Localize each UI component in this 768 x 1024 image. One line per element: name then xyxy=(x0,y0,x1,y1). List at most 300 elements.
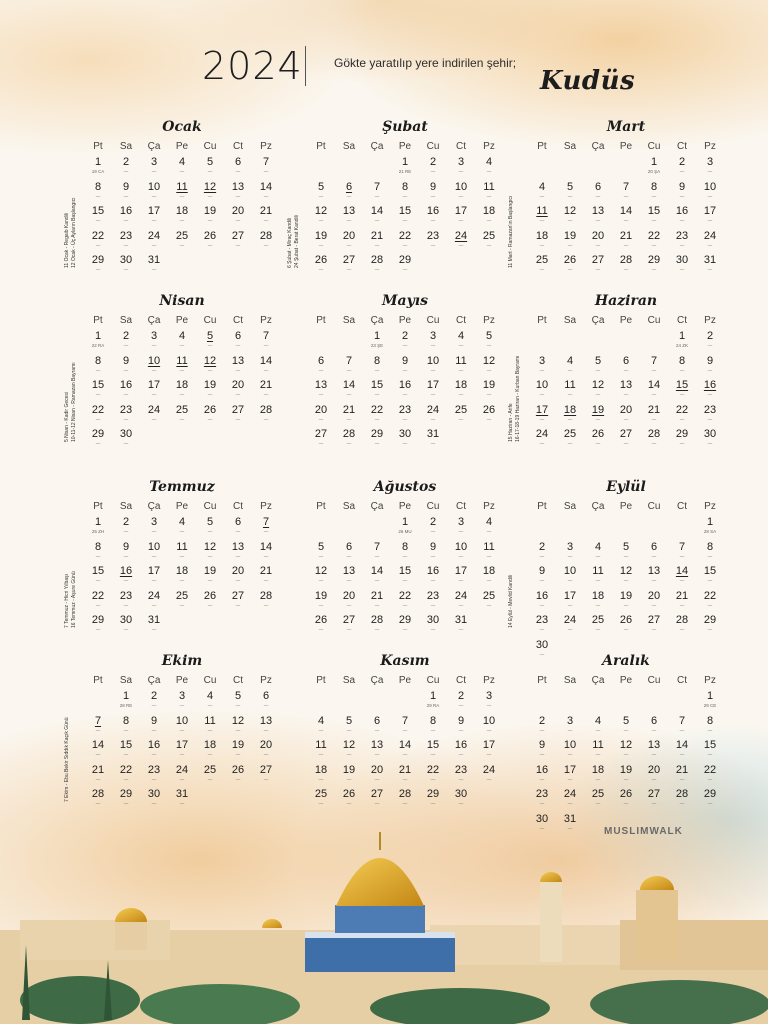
hijri-date: — xyxy=(679,752,685,757)
day-cell xyxy=(363,254,391,279)
hijri-date: — xyxy=(346,416,352,422)
day-number: 16 xyxy=(426,565,440,577)
month-title: Aralık xyxy=(602,653,650,669)
day-cell xyxy=(612,230,640,255)
weekday-header: Pz xyxy=(260,501,272,512)
day-cell xyxy=(112,379,140,404)
hijri-date: — xyxy=(179,169,185,174)
day-number: 12 xyxy=(563,205,577,217)
day-number: 2 xyxy=(150,690,158,702)
day-number: 24 xyxy=(426,403,440,416)
day-number: 9 xyxy=(122,540,130,553)
weekday-header: Ct xyxy=(233,141,243,152)
day-cell xyxy=(475,590,503,615)
day-cell xyxy=(556,739,584,764)
day-cell xyxy=(556,230,584,255)
day-number: 15 xyxy=(91,205,105,217)
day-number: 8 xyxy=(373,354,381,367)
hijri-date: — xyxy=(95,218,101,223)
day-cell xyxy=(696,181,724,206)
hijri-date: — xyxy=(430,242,436,248)
hijri-date: — xyxy=(374,441,380,446)
weekday-header: Pt xyxy=(316,675,326,686)
hijri-date: — xyxy=(679,218,685,223)
hijri-date: — xyxy=(430,343,436,348)
day-number: 30 xyxy=(119,254,133,266)
day-number: 2 xyxy=(401,330,409,342)
day-cell xyxy=(335,404,363,429)
day-number: 22 xyxy=(647,229,661,242)
hijri-date: — xyxy=(179,801,185,806)
day-cell xyxy=(612,590,640,615)
month-title: Haziran xyxy=(594,293,658,309)
day-number: 10 xyxy=(147,540,161,553)
day-number: 27 xyxy=(231,403,245,416)
weekday-header: Sa xyxy=(119,675,133,686)
hijri-date: — xyxy=(458,367,464,373)
holiday-note: 14 Eylül - Mevlid Kandili xyxy=(508,574,514,628)
day-cell xyxy=(140,690,168,715)
hijri-date: — xyxy=(263,776,269,782)
day-number: 26 xyxy=(342,788,356,800)
day-number: 1 xyxy=(650,156,658,168)
day-cell xyxy=(140,541,168,566)
hijri-date: — xyxy=(95,553,101,559)
day-number: 5 xyxy=(317,180,325,193)
day-number: 4 xyxy=(485,516,493,528)
empty-cell xyxy=(556,156,584,181)
day-cell xyxy=(668,541,696,566)
weekday-header: Cu xyxy=(647,315,661,326)
day-number: 18 xyxy=(203,739,217,751)
day-cell xyxy=(224,156,252,181)
day-number: 29 xyxy=(398,254,412,266)
day-cell xyxy=(140,404,168,429)
empty-cell xyxy=(668,516,696,541)
weekday-header: Cu xyxy=(426,501,440,512)
hijri-date: — xyxy=(263,703,269,708)
hijri-date: 28 SA xyxy=(703,529,717,534)
day-number: 26 xyxy=(619,788,633,800)
holiday-note: 16 Temmuz - Aşure Günü xyxy=(71,571,77,628)
day-number: 30 xyxy=(119,614,133,626)
day-number: 29 xyxy=(370,428,384,440)
day-grid xyxy=(528,500,724,663)
hijri-date: — xyxy=(707,416,713,422)
day-number: 23 xyxy=(426,229,440,242)
day-cell xyxy=(363,715,391,740)
day-number: 1 xyxy=(401,156,409,168)
hijri-date: — xyxy=(95,752,101,757)
day-number: 17 xyxy=(454,205,468,217)
day-number: 13 xyxy=(231,354,245,367)
day-cell xyxy=(528,541,556,566)
hijri-date: — xyxy=(346,367,352,373)
day-number: 18 xyxy=(175,379,189,391)
empty-cell xyxy=(391,690,419,715)
day-number: 10 xyxy=(454,180,468,193)
day-cell xyxy=(196,590,224,615)
day-number: 27 xyxy=(370,788,384,800)
hijri-date: — xyxy=(402,602,408,608)
day-cell xyxy=(168,181,196,206)
day-number: 13 xyxy=(231,540,245,553)
day-cell xyxy=(447,379,475,404)
day-cell xyxy=(419,379,447,404)
day-cell xyxy=(307,379,335,404)
day-number: 20 xyxy=(259,739,273,751)
hijri-date: — xyxy=(151,529,157,534)
empty-cell xyxy=(556,330,584,355)
hijri-date: — xyxy=(430,602,436,608)
weekday-header: Cu xyxy=(647,501,661,512)
day-cell xyxy=(307,565,335,590)
day-number: 26 xyxy=(482,403,496,416)
weekday-header: Sa xyxy=(563,675,577,686)
day-number: 13 xyxy=(619,379,633,391)
day-number: 31 xyxy=(147,614,161,626)
day-number: 18 xyxy=(591,763,605,776)
day-cell xyxy=(584,428,612,453)
hijri-date: — xyxy=(235,343,241,348)
day-number: 27 xyxy=(231,589,245,602)
day-number: 5 xyxy=(622,540,630,553)
day-cell xyxy=(224,690,252,715)
day-cell xyxy=(447,330,475,355)
day-number: 25 xyxy=(482,229,496,242)
day-cell xyxy=(584,715,612,740)
day-number: 23 xyxy=(119,229,133,242)
empty-cell xyxy=(363,516,391,541)
day-number: 16 xyxy=(119,205,133,217)
hijri-date: — xyxy=(707,367,713,373)
day-number: 11 xyxy=(176,180,188,193)
day-number: 9 xyxy=(150,714,158,727)
day-cell xyxy=(668,739,696,764)
weekday-header: Ça xyxy=(370,501,384,512)
day-number: 24 xyxy=(454,229,468,242)
day-cell xyxy=(475,516,503,541)
hijri-date: — xyxy=(595,553,601,559)
hijri-date: — xyxy=(318,727,324,733)
day-number: 28 xyxy=(619,254,633,266)
day-cell xyxy=(84,205,112,230)
day-number: 20 xyxy=(314,403,328,416)
weekday-header: Pt xyxy=(537,141,547,152)
day-number: 29 xyxy=(398,614,412,626)
day-cell xyxy=(307,404,335,429)
day-cell xyxy=(363,181,391,206)
day-number: 28 xyxy=(259,229,273,242)
hijri-date: — xyxy=(539,392,545,397)
hijri-date: 25 ZH xyxy=(91,529,105,534)
day-cell xyxy=(556,379,584,404)
hijri-date: — xyxy=(623,727,629,733)
day-cell xyxy=(224,181,252,206)
weekday-header: Pe xyxy=(398,675,412,686)
day-number: 14 xyxy=(342,379,356,391)
day-number: 9 xyxy=(538,739,546,751)
hijri-date: — xyxy=(651,367,657,373)
day-cell xyxy=(419,565,447,590)
day-number: 7 xyxy=(678,714,686,727)
hijri-date: — xyxy=(651,776,657,782)
day-number: 21 xyxy=(675,589,689,602)
day-cell xyxy=(391,355,419,380)
day-number: 2 xyxy=(122,156,130,168)
day-number: 25 xyxy=(591,788,605,800)
weekday-header: Ça xyxy=(147,315,161,326)
small-dome xyxy=(262,919,282,928)
hijri-date: — xyxy=(402,218,408,223)
hijri-date: — xyxy=(235,218,241,223)
day-cell xyxy=(84,715,112,740)
day-number: 17 xyxy=(147,565,161,577)
day-cell xyxy=(196,181,224,206)
holiday-note: 7 Ekim - Ebu Bekir Sıddık Kaçık Günü xyxy=(64,717,70,802)
day-number: 12 xyxy=(619,739,633,751)
hijri-date: — xyxy=(95,242,101,248)
day-cell xyxy=(84,614,112,639)
hijri-date: — xyxy=(123,441,129,446)
small-dome xyxy=(115,908,147,922)
empty-cell xyxy=(528,516,556,541)
hijri-date: — xyxy=(707,776,713,782)
day-number: 11 xyxy=(176,540,188,553)
day-cell xyxy=(391,715,419,740)
hijri-date: — xyxy=(346,752,352,757)
day-number: 16 xyxy=(535,589,549,602)
hijri-date: — xyxy=(95,776,101,782)
month-9 xyxy=(508,478,724,663)
day-cell xyxy=(696,690,724,715)
hijri-date: — xyxy=(567,267,573,272)
day-cell xyxy=(447,404,475,429)
weekday-header: Cu xyxy=(426,315,440,326)
weekday-header: Sa xyxy=(119,501,133,512)
hijri-date: — xyxy=(263,553,269,559)
day-cell xyxy=(168,739,196,764)
hijri-date: — xyxy=(486,367,492,373)
hijri-date: — xyxy=(235,392,241,397)
weekday-header: Sa xyxy=(563,501,577,512)
minaret xyxy=(540,882,562,962)
day-number: 26 xyxy=(231,763,245,776)
hijri-date: — xyxy=(374,218,380,223)
day-number: 4 xyxy=(485,156,493,168)
day-cell xyxy=(112,739,140,764)
holiday-note: 5 Nisan - Kadir Gecesi xyxy=(64,391,70,442)
hijri-date: — xyxy=(430,801,436,806)
day-cell xyxy=(612,428,640,453)
hijri-date: — xyxy=(486,776,492,782)
day-number: 20 xyxy=(342,229,356,242)
hijri-date: — xyxy=(402,727,408,733)
day-number: 26 xyxy=(203,229,217,242)
hijri-date: — xyxy=(318,242,324,248)
day-cell xyxy=(668,230,696,255)
hijri-date: — xyxy=(95,392,101,397)
day-cell xyxy=(584,404,612,429)
hijri-date: — xyxy=(402,367,408,373)
day-number: 8 xyxy=(650,180,658,193)
day-cell xyxy=(391,254,419,279)
day-cell xyxy=(252,181,280,206)
day-number: 17 xyxy=(482,739,496,751)
hijri-date: — xyxy=(123,801,129,806)
day-number: 28 xyxy=(675,788,689,800)
day-number: 23 xyxy=(119,403,133,416)
hijri-date: — xyxy=(623,441,629,446)
hijri-date: — xyxy=(123,553,129,559)
day-cell xyxy=(419,690,447,715)
day-number: 10 xyxy=(535,379,549,391)
hijri-date: — xyxy=(235,367,241,373)
weekday-header: Sa xyxy=(342,141,356,152)
day-number: 18 xyxy=(482,565,496,577)
day-number: 25 xyxy=(175,403,189,416)
hijri-date: — xyxy=(95,416,101,422)
weekday-header: Ça xyxy=(591,315,605,326)
hijri-date: — xyxy=(374,242,380,248)
hijri-date: — xyxy=(151,218,157,223)
day-number: 2 xyxy=(706,330,714,342)
day-number: 9 xyxy=(401,354,409,367)
weekday-header: Pz xyxy=(483,675,495,686)
hijri-date: — xyxy=(151,193,157,199)
day-number: 15 xyxy=(119,739,133,751)
day-cell xyxy=(668,565,696,590)
day-cell xyxy=(640,565,668,590)
day-cell xyxy=(252,690,280,715)
day-number: 6 xyxy=(650,540,658,553)
day-cell xyxy=(419,428,447,453)
day-number: 17 xyxy=(426,379,440,391)
hijri-date: — xyxy=(539,416,545,422)
weekday-header: Pt xyxy=(537,675,547,686)
day-cell xyxy=(556,181,584,206)
day-cell xyxy=(84,330,112,355)
day-cell xyxy=(419,230,447,255)
hijri-date: — xyxy=(623,752,629,757)
day-number: 7 xyxy=(622,180,630,193)
hijri-date: — xyxy=(151,727,157,733)
hijri-date: — xyxy=(151,602,157,608)
hijri-date: — xyxy=(539,267,545,272)
hijri-date: — xyxy=(651,801,657,806)
hijri-date: — xyxy=(651,602,657,608)
day-cell xyxy=(84,181,112,206)
day-cell xyxy=(224,379,252,404)
day-cell xyxy=(640,428,668,453)
day-number: 11 xyxy=(592,565,604,577)
day-number: 3 xyxy=(457,516,465,528)
holiday-note: 16-17-18-19 Haziran - Kurban Bayramı xyxy=(515,355,521,442)
hijri-date: — xyxy=(458,627,464,632)
hijri-date: — xyxy=(346,727,352,733)
hijri-date: — xyxy=(179,392,185,397)
day-cell xyxy=(112,205,140,230)
hijri-date: — xyxy=(679,627,685,632)
day-cell xyxy=(335,590,363,615)
day-grid xyxy=(84,500,280,639)
day-number: 12 xyxy=(314,565,328,577)
hijri-date: — xyxy=(179,578,185,583)
day-cell xyxy=(140,516,168,541)
day-cell xyxy=(696,404,724,429)
day-cell xyxy=(307,254,335,279)
day-cell xyxy=(140,715,168,740)
day-cell xyxy=(696,254,724,279)
hijri-date: — xyxy=(151,752,157,757)
day-number: 3 xyxy=(566,714,574,727)
day-number: 29 xyxy=(426,788,440,800)
day-cell xyxy=(475,181,503,206)
hijri-date: — xyxy=(95,267,101,272)
weekday-header: Pz xyxy=(483,141,495,152)
hijri-date: — xyxy=(623,242,629,248)
day-cell xyxy=(556,355,584,380)
hijri-date: — xyxy=(235,727,241,733)
hijri-date: — xyxy=(707,267,713,272)
hijri-date: — xyxy=(707,553,713,559)
day-number: 15 xyxy=(426,739,440,751)
day-cell xyxy=(140,565,168,590)
day-number: 29 xyxy=(703,788,717,800)
hijri-date: — xyxy=(318,267,324,272)
hijri-date: — xyxy=(151,169,157,174)
hijri-date: — xyxy=(430,441,436,446)
day-number: 27 xyxy=(259,763,273,776)
day-grid xyxy=(528,314,724,453)
day-cell xyxy=(84,355,112,380)
hijri-date: — xyxy=(402,553,408,559)
day-number: 29 xyxy=(91,428,105,440)
day-cell xyxy=(419,205,447,230)
day-number: 25 xyxy=(175,229,189,242)
weekday-header: Pt xyxy=(93,141,103,152)
hijri-date: — xyxy=(402,752,408,757)
day-number: 31 xyxy=(147,254,161,266)
day-cell xyxy=(196,330,224,355)
day-grid xyxy=(307,140,503,279)
day-cell xyxy=(224,565,252,590)
day-number: 3 xyxy=(150,156,158,168)
day-number: 19 xyxy=(619,589,633,602)
hijri-date: — xyxy=(123,578,129,583)
weekday-header: Ça xyxy=(370,315,384,326)
day-cell xyxy=(363,379,391,404)
hijri-date: — xyxy=(374,752,380,757)
hijri-date: — xyxy=(623,776,629,782)
empty-cell xyxy=(612,690,640,715)
day-number: 14 xyxy=(259,354,273,367)
day-number: 24 xyxy=(147,403,161,416)
day-cell xyxy=(584,355,612,380)
day-number: 8 xyxy=(94,180,102,193)
hijri-date: — xyxy=(539,602,545,608)
hijri-date: — xyxy=(318,218,324,223)
day-cell xyxy=(391,156,419,181)
hijri-date: — xyxy=(402,242,408,248)
day-cell xyxy=(196,565,224,590)
hijri-date: — xyxy=(651,752,657,757)
hijri-date: — xyxy=(179,193,185,199)
day-cell xyxy=(196,715,224,740)
day-number: 2 xyxy=(122,516,130,528)
day-cell xyxy=(307,355,335,380)
hijri-date: — xyxy=(679,267,685,272)
